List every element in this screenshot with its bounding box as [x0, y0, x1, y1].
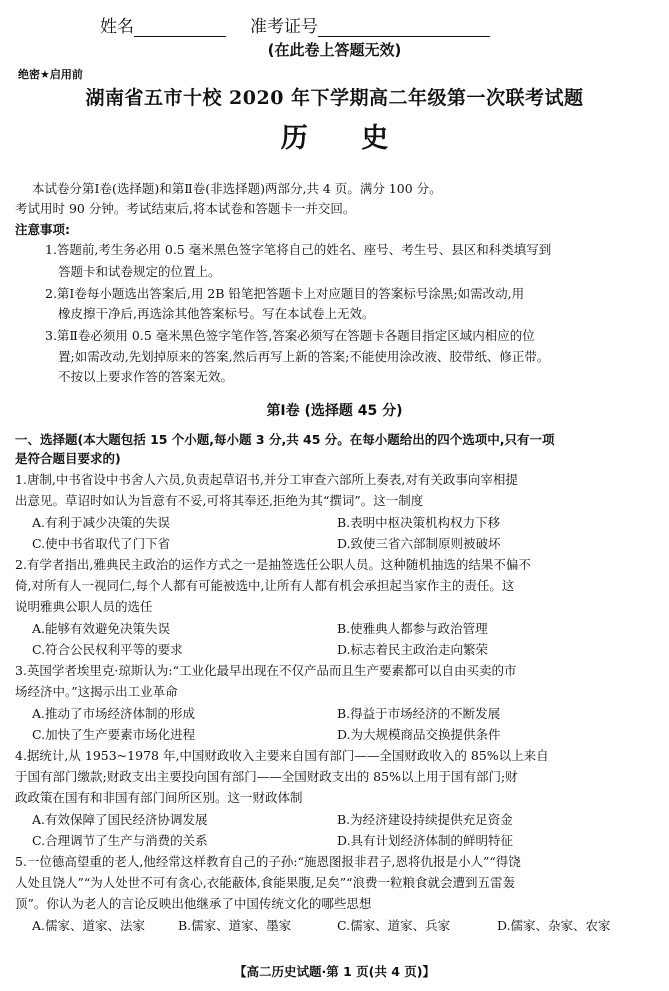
- question-2-line: 倚,对所有人一视同仁,每个人都有可能被选中,让所有人都有机会承担起当家作主的责任。这: [15, 578, 515, 593]
- question-4-option-c: C.合理调节了生产与消费的关系: [32, 833, 208, 848]
- intro-line: 考试用时 90 分钟。考试结束后,将本试卷和答题卡一并交回。: [15, 201, 356, 216]
- note-line: 橡皮擦干净后,再选涂其他答案标号。写在本试卷上无效。: [58, 306, 375, 321]
- question-2-line: 2.有学者指出,雅典民主政治的运作方式之一是抽签选任公职人员。这种随机抽选的结果不偏不: [15, 557, 531, 572]
- question-3-option-c: C.加快了生产要素市场化进程: [32, 727, 196, 742]
- part1-intro-line: 是符合题目要求的): [15, 451, 121, 466]
- note-line: 2.第Ⅰ卷每小题选出答案后,用 2B 铅笔把答题卡上对应题目的答案标号涂黑;如需改动,用: [45, 286, 525, 301]
- secret-tag: 绝密★启用前: [18, 68, 83, 81]
- exam-number-blank: [318, 21, 490, 37]
- question-5-line: 5.一位德高望重的老人,他经常这样教育自己的子孙:“施恩图报非君子,恩将仇报是小人”“得饶: [15, 854, 521, 869]
- part1-title: 第Ⅰ卷 (选择题 45 分): [266, 403, 403, 419]
- question-3-option-a: A.推动了市场经济体制的形成: [32, 706, 196, 721]
- part1-intro-line: 一、选择题(本大题包括 15 个小题,每小题 3 分,共 45 分。在每小题给出的四个选项中,只有一项: [15, 432, 555, 447]
- question-2-option-b: B.使雅典人都参与政治管理: [337, 621, 488, 636]
- exam-title: 湖南省五市十校 2020 年下学期高二年级第一次联考试题: [85, 87, 584, 109]
- question-1-line: 1.唐制,中书省设中书舍人六员,负责起草诏书,并分工审查六部所上奏表,对有关政事向宰相提: [15, 472, 518, 487]
- question-4-option-a: A.有效保障了国民经济协调发展: [32, 812, 208, 827]
- question-4-option-d: D.具有计划经济体制的鲜明特征: [337, 833, 514, 848]
- question-4-line: 4.据统计,从 1953~1978 年,中国财政收入主要来自国有部门——全国财政收入的 85%以上来自: [15, 748, 549, 763]
- question-5-line: 人处且饶人”“为人处世不可有贪心,衣能蔽体,食能果腹,足矣”“浪费一粒粮食就会遭到五雷轰: [15, 875, 515, 890]
- question-2-line: 说明雅典公职人员的选任: [15, 599, 153, 614]
- question-5-option-d: D.儒家、杂家、农家: [497, 918, 611, 933]
- question-3-line: 3.英国学者埃里克·琼斯认为:“工业化最早出现在不仅产品而且生产要素都可以自由买卖的市: [15, 663, 517, 678]
- question-1-option-c: C.使中书省取代了门下省: [32, 536, 171, 551]
- question-1-option-a: A.有利于减少决策的失误: [32, 515, 171, 530]
- question-2-option-c: C.符合公民权利平等的要求: [32, 642, 183, 657]
- exam-number-label: 准考证号: [250, 17, 318, 37]
- question-5-option-c: C.儒家、道家、兵家: [337, 918, 451, 933]
- note-line: 不按以上要求作答的答案无效。: [58, 369, 234, 384]
- note-line: 3.第Ⅱ卷必须用 0.5 毫米黑色签字笔作答,答案必须写在答题卡各题目指定区域内相应的位: [45, 328, 535, 343]
- note-line: 置;如需改动,先划掉原来的答案,然后再写上新的答案;不能使用涂改液、胶带纸、修正带。: [58, 349, 550, 364]
- question-1-option-b: B.表明中枢决策机构权力下移: [337, 515, 501, 530]
- candidate-info-row: [100, 12, 490, 37]
- question-5-option-b: B.儒家、道家、墨家: [178, 918, 292, 933]
- question-2-option-a: A.能够有效避免决策失误: [32, 621, 171, 636]
- note-line: 答题卡和试卷规定的位置上。: [58, 264, 221, 279]
- question-3-option-d: D.为大规模商品交换提供条件: [337, 727, 501, 742]
- name-label: 姓名: [100, 17, 134, 37]
- note-line: 1.答题前,考生务必用 0.5 毫米黑色签字笔将自己的姓名、座号、考生号、县区和科类填写到: [45, 242, 552, 257]
- question-3-line: 场经济中。”这揭示出工业革命: [15, 684, 178, 699]
- question-4-line: 政政策在国有和非国有部门间所区别。这一财政体制: [15, 790, 303, 805]
- question-1-option-d: D.致使三省六部制原则被破坏: [337, 536, 501, 551]
- notes-heading: 注意事项:: [15, 222, 70, 237]
- subject-title: 历 史: [280, 123, 411, 154]
- question-4-line: 于国有部门缴款;财政支出主要投向国有部门——全国财政支出的 85%以上用于国有部门;财: [15, 769, 518, 784]
- question-5-option-a: A.儒家、道家、法家: [32, 918, 146, 933]
- question-2-option-d: D.标志着民主政治走向繁荣: [337, 642, 489, 657]
- question-5-line: 顶”。你认为老人的言论反映出他继承了中国传统文化的哪些思想: [15, 896, 372, 911]
- name-blank: [134, 21, 226, 37]
- intro-line: 本试卷分第Ⅰ卷(选择题)和第Ⅱ卷(非选择题)两部分,共 4 页。满分 100 分。: [32, 181, 442, 196]
- question-3-option-b: B.得益于市场经济的不断发展: [337, 706, 501, 721]
- question-1-line: 出意见。草诏时如认为旨意有不妥,可将其奉还,拒绝为其“撰词”。这一制度: [15, 493, 424, 508]
- page-footer: 【高二历史试题·第 1 页(共 4 页)】: [234, 964, 435, 979]
- no-answer-notice: (在此卷上答题无效): [267, 41, 402, 59]
- question-4-option-b: B.为经济建设持续提供充足资金: [337, 812, 513, 827]
